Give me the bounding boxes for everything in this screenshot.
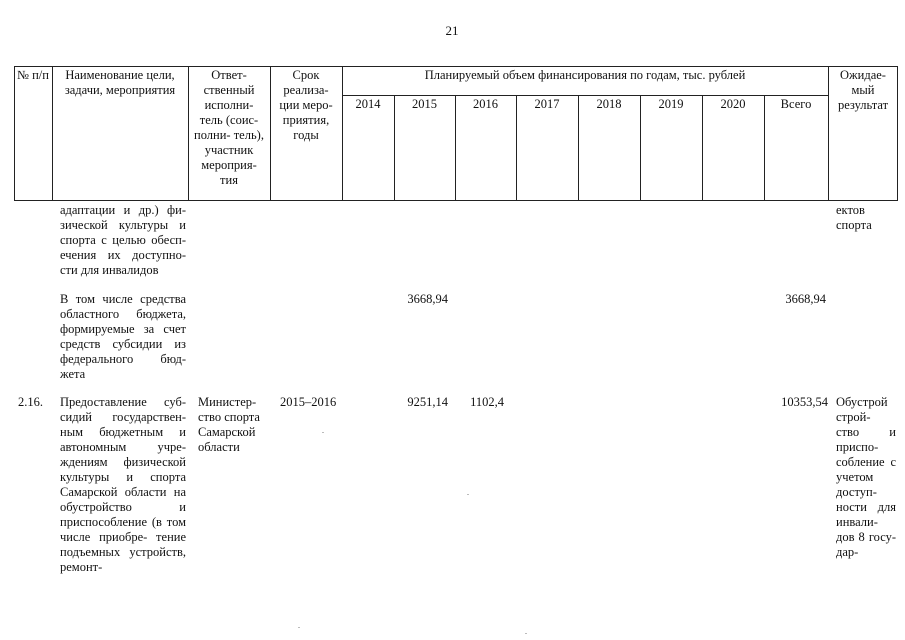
header-financing: Планируемый объем финансирования по годам, тыс. рублей bbox=[424, 68, 746, 82]
header-num: № п/п bbox=[17, 68, 49, 82]
row3-executor: Министер- ство спорта Самарской области bbox=[198, 395, 260, 454]
header-year-2019: 2019 bbox=[658, 97, 684, 111]
header-total: Всего bbox=[780, 97, 812, 111]
header-year-2015: 2015 bbox=[412, 97, 437, 111]
row2-2015: 3668,94 bbox=[407, 292, 448, 306]
header-year-2020: 2020 bbox=[720, 97, 746, 111]
header-year-2018: 2018 bbox=[596, 97, 622, 111]
header-executor: Ответ- ственный исполни- тель (соис- полни- тель), участник мероприя- тия bbox=[194, 68, 264, 187]
row3-num: 2.16. bbox=[18, 395, 43, 409]
row3-total: 10353,54 bbox=[781, 395, 828, 409]
scan-speck bbox=[525, 633, 527, 634]
row3-name: Предоставление суб- сидий государствен- ным бюджетным и автономным учре- ждениям физической культуры и спорта Самарской области на обустройство и приспособление (в том числе приобре- тение подъемных устройств, ремонт- bbox=[60, 395, 186, 574]
header-year-2017: 2017 bbox=[534, 97, 560, 111]
row1-name: адаптации и др.) фи- зической культуры и спорта с целью обесп- ечения их доступно- сти для инвалидов bbox=[60, 203, 186, 277]
scan-speck bbox=[298, 627, 300, 628]
scan-speck bbox=[322, 432, 324, 433]
row3-2016: 1102,4 bbox=[470, 395, 504, 409]
row2-name: В том числе средства областного бюджета, формируемые за счет средств субсидии из федерального бюд- жета bbox=[60, 292, 186, 381]
scan-speck bbox=[467, 494, 469, 495]
row1-result: ектов спорта bbox=[836, 203, 872, 232]
header-result: Ожидае- мый результат bbox=[837, 68, 889, 112]
header-term: Срок реализа- ции меро- приятия, годы bbox=[279, 68, 333, 142]
row3-2015: 9251,14 bbox=[407, 395, 448, 409]
header-year-2014: 2014 bbox=[355, 97, 381, 111]
row2-total: 3668,94 bbox=[785, 292, 826, 306]
header-year-2016: 2016 bbox=[473, 97, 498, 111]
row3-result: Обустрой строй- ство и приспо- собление с учетом доступ- ности для инвали- дов 8 госу- дар- bbox=[836, 395, 896, 559]
row3-term: 2015–2016 bbox=[280, 395, 337, 409]
page-number: 21 bbox=[445, 23, 459, 38]
header-name: Наименование цели, задачи, мероприятия bbox=[64, 68, 176, 97]
